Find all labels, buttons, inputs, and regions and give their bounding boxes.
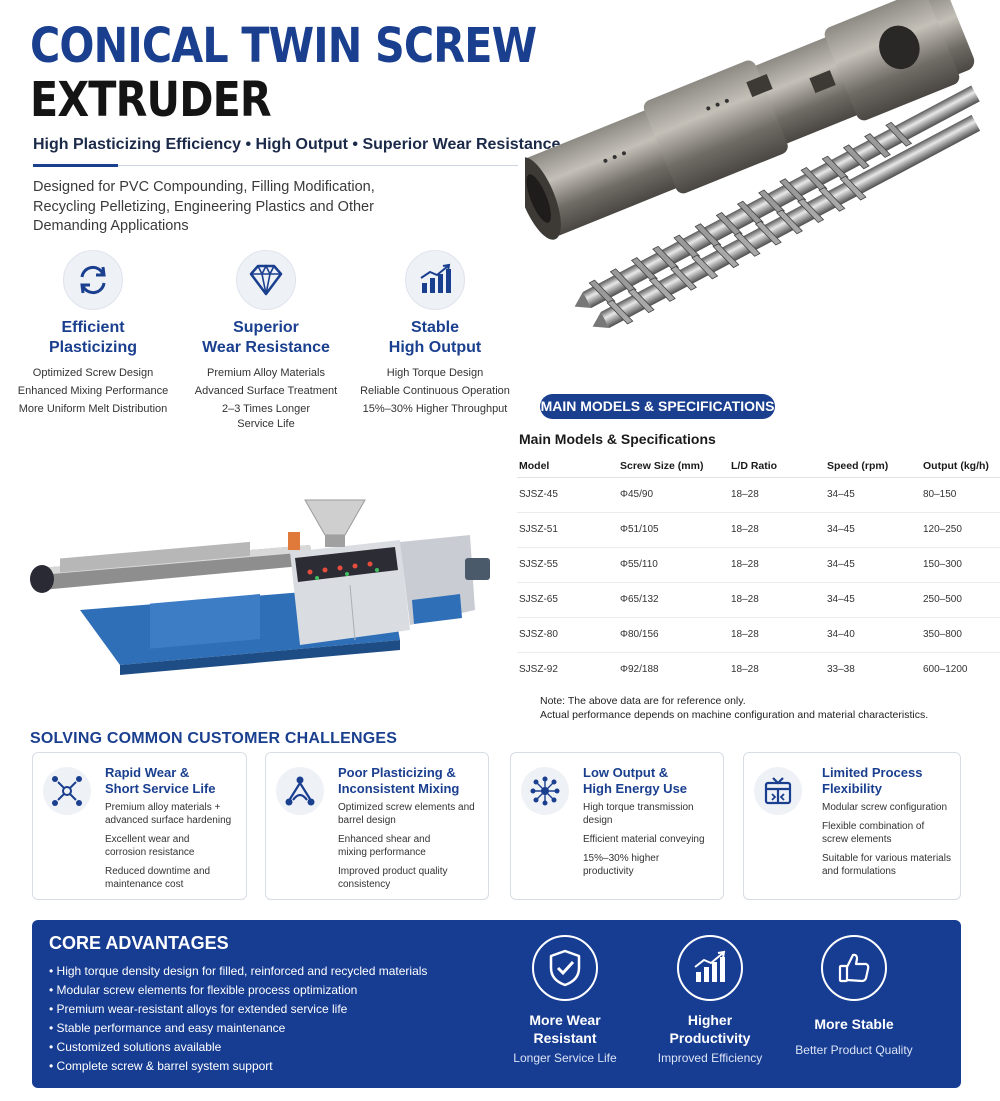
card-item: Modular screw configuration (822, 802, 948, 813)
page-title-line1: CONICAL TWIN SCREW (30, 18, 537, 74)
list-item: • Customized solutions available (49, 1038, 427, 1057)
list-item: • High torque density design for filled, reinforced and recycled materials (49, 962, 427, 981)
table-cell: 80–150 (921, 477, 1000, 512)
table-cell: Φ65/132 (618, 582, 729, 617)
extruder-machine-image (20, 490, 500, 680)
list-item: • Complete screw & barrel system support (49, 1057, 427, 1076)
list-item: • Stable performance and easy maintenance (49, 1019, 427, 1038)
card-item: Suitable for various materials and formulations (822, 853, 951, 877)
card-title: Short Service Life (105, 781, 216, 796)
table-cell: Φ45/90 (618, 477, 729, 512)
card-item: Enhanced shear and mixing performance (338, 834, 431, 858)
feature-item: Reliable Continuous Operation (360, 385, 510, 397)
card-item: Optimized screw elements and barrel design (338, 802, 475, 826)
feature-item: 15%–30% Higher Throughput (362, 403, 508, 415)
list-item: • Modular screw elements for flexible process optimization (49, 981, 427, 1000)
table-cell: 34–40 (825, 617, 921, 652)
molecule-icon (521, 767, 569, 815)
thumbs-up-icon (821, 935, 887, 1001)
feature-item: Optimized Screw Design (32, 367, 154, 379)
table-cell: 350–800 (921, 617, 1000, 652)
table-cell: 18–28 (731, 664, 759, 676)
table-cell: 18–28 (729, 477, 825, 512)
table-cell: 34–45 (825, 547, 921, 582)
feature-superior-wear-resistance (181, 250, 351, 432)
table-cell: 34–45 (825, 582, 921, 617)
table-cell: 34–45 (825, 477, 921, 512)
feature-title: Plasticizing (48, 339, 138, 356)
table-cell: 18–28 (729, 512, 825, 547)
table-cell: 150–300 (921, 547, 1000, 582)
challenge-card-flexibility (743, 752, 961, 900)
badge-title: Higher (687, 1012, 733, 1028)
challenge-card-mixing (265, 752, 489, 900)
core-advantages-panel (32, 920, 961, 1088)
mixing-nodes-icon (276, 767, 324, 815)
badge-higher-productivity (635, 935, 785, 1065)
card-item: Flexible combination of screw elements (822, 821, 925, 845)
core-advantages-title: CORE ADVANTAGES (49, 933, 229, 953)
barrel-and-screws-image (525, 0, 1000, 340)
challenge-card-output (510, 752, 724, 900)
card-item: 15%–30% higher productivity (583, 853, 660, 877)
column-header: Speed (rpm) (825, 455, 921, 477)
table-cell: Φ51/105 (618, 512, 729, 547)
feature-item: 2–3 Times Longer Service Life (221, 403, 311, 430)
badge-title: Productivity (669, 1030, 751, 1046)
badge-more-stable (779, 935, 929, 1057)
badge-title: More Stable (814, 1016, 894, 1032)
column-header: Output (kg/h) (921, 455, 1000, 477)
badge-subtitle: Improved Efficiency (657, 1051, 763, 1065)
card-title: Limited Process (822, 765, 923, 780)
challenges-section-title: SOLVING COMMON CUSTOMER CHALLENGES (30, 730, 398, 747)
challenge-card-wear (32, 752, 247, 900)
feature-title: High Output (388, 339, 482, 356)
badge-wear-resistant (490, 935, 640, 1065)
card-item: Efficient material conveying (583, 834, 705, 845)
table-cell: 33–38 (827, 664, 855, 676)
card-title: Rapid Wear & (105, 765, 190, 780)
feature-title: Stable (410, 319, 459, 336)
feature-title: Efficient (61, 319, 125, 336)
core-advantages-list (49, 962, 427, 1076)
table-cell: 250–500 (921, 582, 1000, 617)
table-cell: 34–45 (825, 512, 921, 547)
list-item: • Premium wear-resistant alloys for extended service life (49, 1000, 427, 1019)
table-cell: SJSZ-80 (517, 617, 618, 652)
modular-box-icon (754, 767, 802, 815)
table-row (517, 617, 1000, 652)
specs-table (517, 455, 1000, 687)
card-item: Reduced downtime and maintenance cost (105, 866, 211, 890)
specs-section-pill: MAIN MODELS & SPECIFICATIONS (540, 394, 775, 419)
badge-subtitle: Better Product Quality (795, 1043, 913, 1057)
card-item: Improved product quality consistency (338, 866, 448, 890)
column-header: Screw Size (mm) (618, 455, 729, 477)
table-row (517, 652, 1000, 687)
page-title-line2: EXTRUDER (30, 72, 271, 128)
feature-item: Premium Alloy Materials (207, 367, 325, 379)
badge-title: Resistant (533, 1030, 597, 1046)
table-cell: Φ92/188 (620, 664, 659, 676)
table-row (517, 477, 1000, 512)
feature-stable-high-output (350, 250, 520, 420)
column-header: Model (517, 455, 618, 477)
growth-chart-icon (677, 935, 743, 1001)
table-cell: Φ80/156 (618, 617, 729, 652)
table-cell: 18–28 (729, 582, 825, 617)
feature-efficient-plasticizing (8, 250, 178, 420)
table-cell: SJSZ-65 (517, 582, 618, 617)
table-cell: SJSZ-92 (519, 664, 558, 676)
table-cell: 18–28 (729, 617, 825, 652)
network-arrows-icon (43, 767, 91, 815)
feature-item: Advanced Surface Treatment (194, 385, 338, 397)
specs-note (540, 694, 928, 722)
note-line: Note: The above data are for reference only. (540, 695, 746, 707)
bar-chart-icon (405, 250, 465, 310)
badge-subtitle: Longer Service Life (513, 1051, 617, 1065)
card-item: Excellent wear and corrosion resistance (105, 834, 195, 858)
card-item: Premium alloy materials + advanced surface hardening (105, 802, 232, 826)
recycle-arrows-icon (63, 250, 123, 310)
intro-text: Designed for PVC Compounding, Filling Modification, Recycling Pelletizing, Engineering Plastics and Other Demanding Applications (33, 179, 375, 234)
feature-title: Wear Resistance (202, 339, 330, 356)
card-title: High Energy Use (583, 781, 688, 796)
specs-table-title: Main Models & Specifications (519, 431, 716, 447)
table-header-row (517, 455, 1000, 477)
table-cell: SJSZ-45 (517, 477, 618, 512)
note-line: Actual performance depends on machine configuration and material characteristics. (540, 709, 929, 721)
card-title: Inconsistent Mixing (338, 781, 460, 796)
shield-check-icon (532, 935, 598, 1001)
table-cell: 600–1200 (923, 664, 968, 676)
diamond-icon (236, 250, 296, 310)
card-title: Low Output & (583, 765, 669, 780)
page-subtitle: High Plasticizing Efficiency • High Output • Superior Wear Resistance (33, 136, 561, 153)
table-row (517, 582, 1000, 617)
feature-item: High Torque Design (386, 367, 484, 379)
subtitle-accent-bar (33, 164, 118, 167)
table-cell: SJSZ-51 (517, 512, 618, 547)
card-title: Flexibility (822, 781, 882, 796)
card-title: Poor Plasticizing & (338, 765, 456, 780)
badge-title: More Wear (529, 1012, 601, 1028)
table-row (517, 512, 1000, 547)
table-cell: 120–250 (921, 512, 1000, 547)
feature-item: More Uniform Melt Distribution (18, 403, 168, 415)
table-row (517, 547, 1000, 582)
table-cell: SJSZ-55 (517, 547, 618, 582)
feature-item: Enhanced Mixing Performance (17, 385, 169, 397)
card-item: High torque transmission design (583, 802, 694, 826)
feature-title: Superior (233, 319, 299, 336)
table-cell: 18–28 (729, 547, 825, 582)
column-header: L/D Ratio (729, 455, 825, 477)
table-cell: Φ55/110 (618, 547, 729, 582)
